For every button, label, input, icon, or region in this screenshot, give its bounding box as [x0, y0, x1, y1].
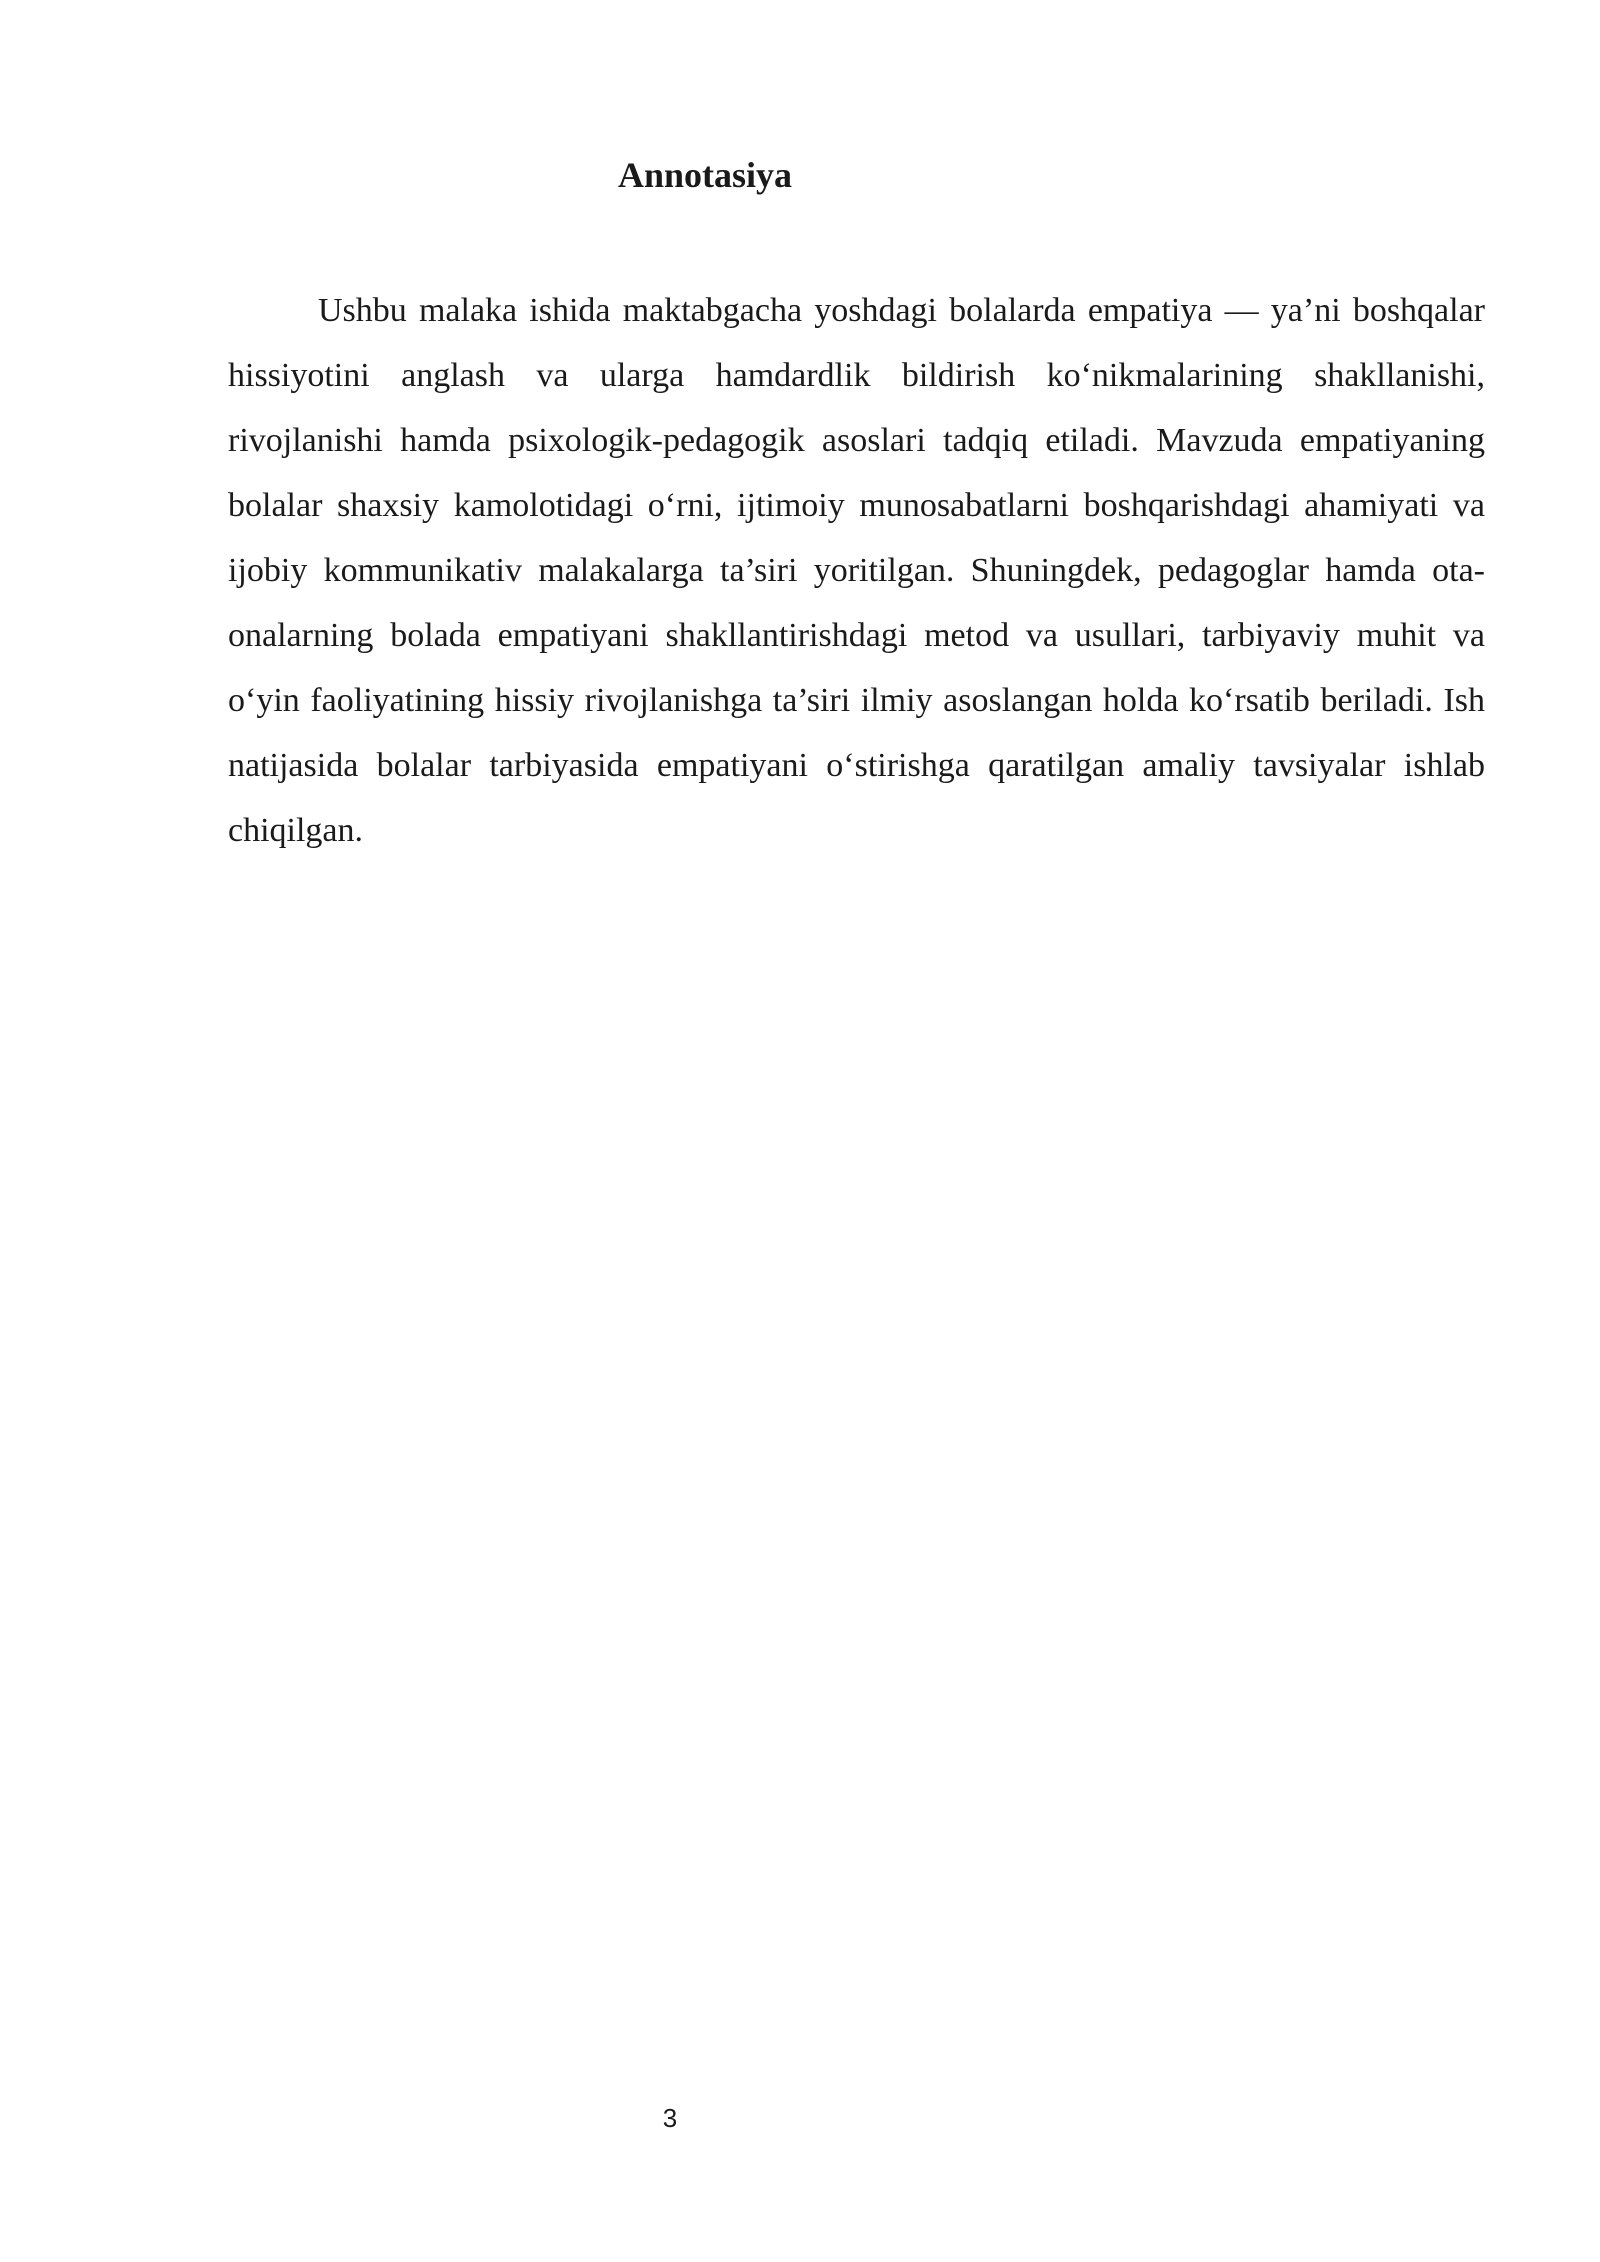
annotation-paragraph: Ushbu malaka ishida maktabgacha yoshdagi bolalarda empatiya — ya’ni boshqalar hissiyotini anglash va ularga hamdardlik bildirish ko‘nikmalarining shakllanishi, rivojlanishi hamda psixologik-pedagogik asoslari tadqiq etiladi. Mavzuda empatiyaning bolalar shaxsiy kamolotidagi o‘rni, ijtimoiy munosabatlarni boshqarishdagi ahamiyati va ijobiy kommunikativ malakalarga ta’siri yoritilgan. Shuningdek, pedagoglar hamda ota-onalarning bolada empatiyani shakllantirishdagi metod va usullari, tarbiyaviy muhit va o‘yin faoliyatining hissiy rivojlanishga ta’siri ilmiy asoslangan holda ko‘rsatib beriladi. Ish natijasida bolalar tarbiyasida empatiyani o‘stirishga qaratilgan amaliy tavsiyalar ishlab chiqilgan.	[228, 292, 1485, 849]
page-number: 3	[662, 2103, 678, 2133]
page-title: Annotasiya	[617, 155, 793, 195]
